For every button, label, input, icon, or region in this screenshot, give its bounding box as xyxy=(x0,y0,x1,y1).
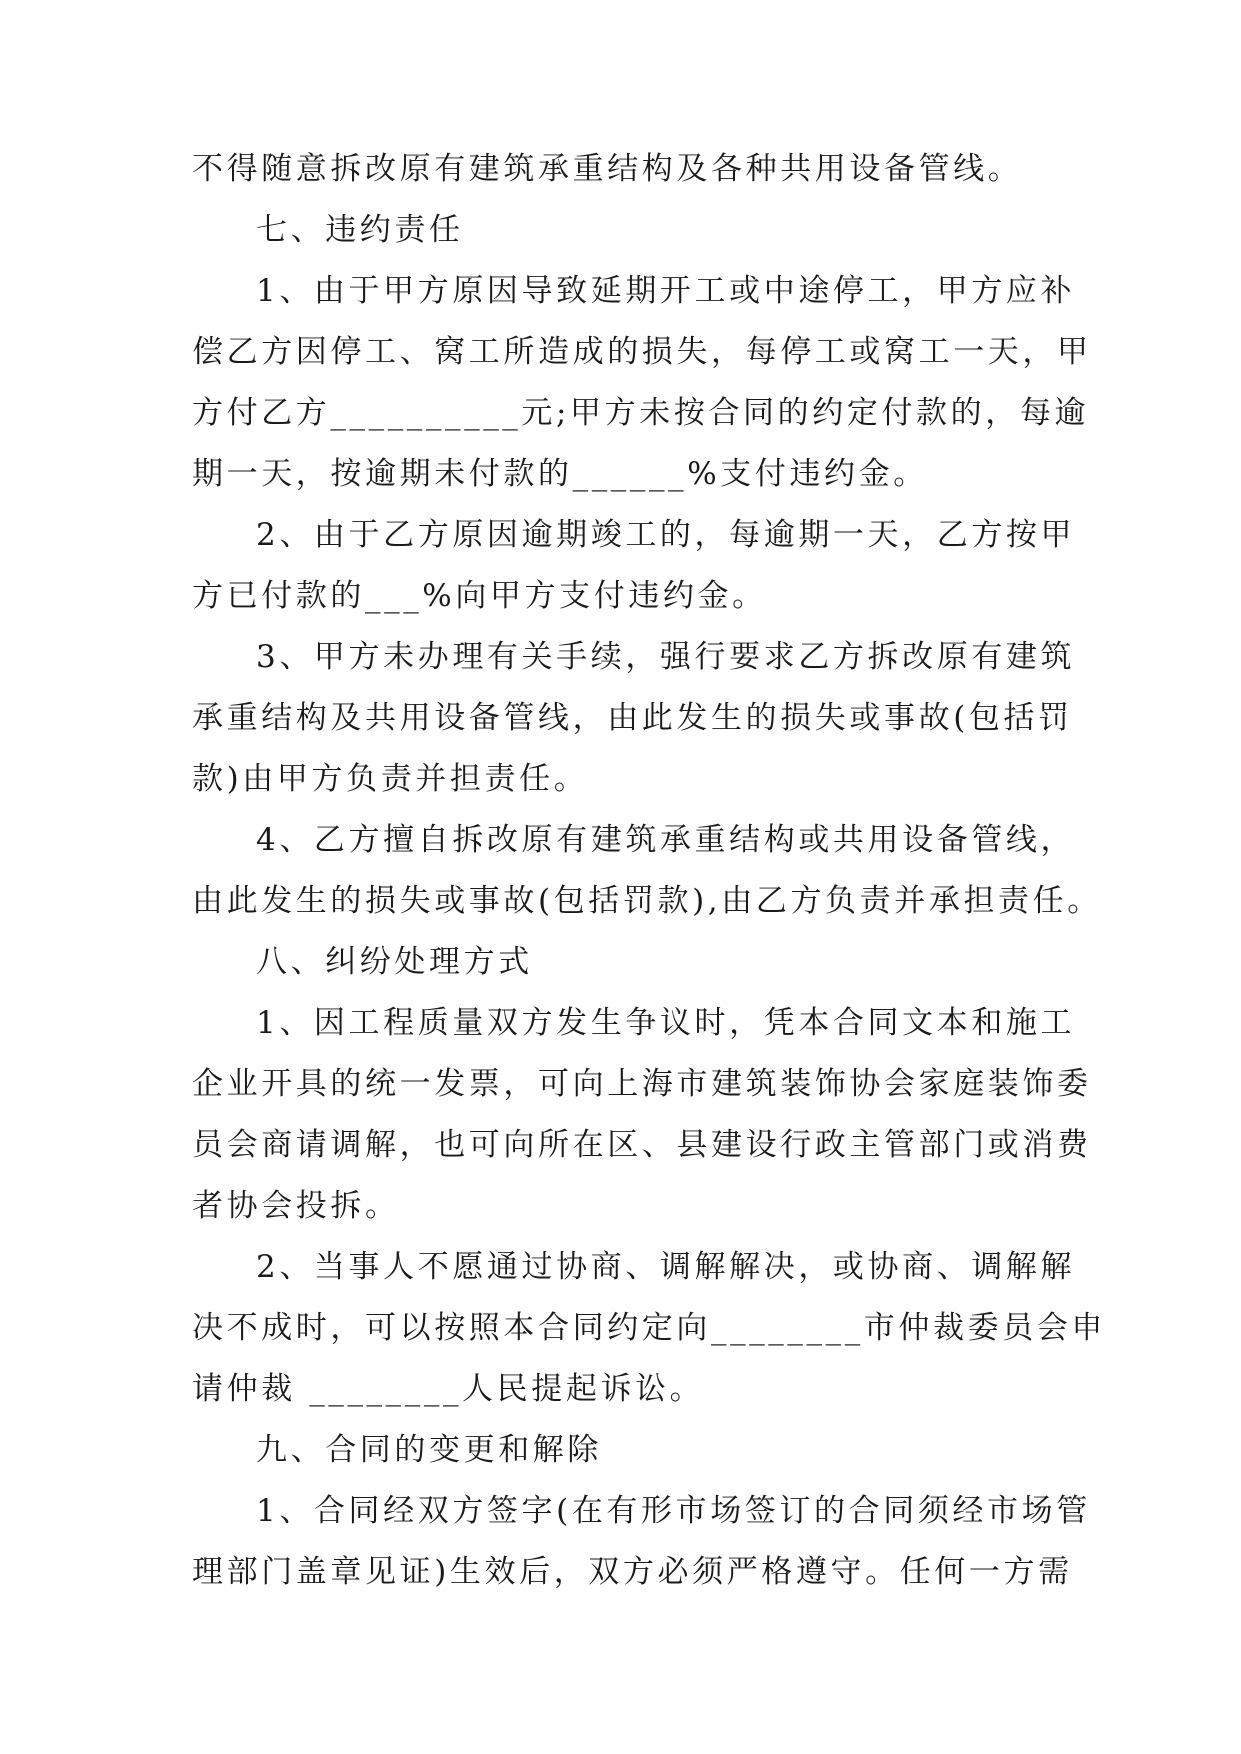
text-line-7: 2、由于乙方原因逾期竣工的，每逾期一天，乙方按甲 xyxy=(256,517,1076,553)
section-heading-7: 七、违约责任 xyxy=(256,212,464,248)
text-line-18: 者协会投拆。 xyxy=(192,1188,400,1224)
text-line-4: 偿乙方因停工、窝工所造成的损失，每停工或窝工一天，甲 xyxy=(192,334,1092,370)
text-line-21: 请仲裁 ________人民提起诉讼。 xyxy=(192,1371,705,1407)
text-line-9: 3、甲方未办理有关手续，强行要求乙方拆改原有建筑 xyxy=(256,639,1076,675)
text-line-23: 1、合同经双方签字(在有形市场签订的合同须经市场管 xyxy=(256,1493,1091,1529)
text-line-13: 由此发生的损失或事故(包括罚款),由乙方负责并承担责任。 xyxy=(192,883,1102,919)
text-line-19: 2、当事人不愿通过协商、调解解决，或协商、调解解 xyxy=(256,1249,1076,1285)
text-line-12: 4、乙方擅自拆改原有建筑承重结构或共用设备管线， xyxy=(256,822,1076,858)
section-heading-9: 九、合同的变更和解除 xyxy=(256,1432,602,1468)
text-line-20: 决不成时，可以按照本合同约定向________市仲裁委员会申 xyxy=(192,1310,1106,1346)
text-line-10: 承重结构及共用设备管线，由此发生的损失或事故(包括罚 xyxy=(192,700,1073,736)
text-line-1: 不得随意拆改原有建筑承重结构及各种共用设备管线。 xyxy=(192,151,1023,187)
text-line-11: 款)由甲方负责并担责任。 xyxy=(192,761,589,797)
text-line-15: 1、因工程质量双方发生争议时，凭本合同文本和施工 xyxy=(256,1005,1076,1041)
text-line-24: 理部门盖章见证)生效后，双方必须严格遵守。任何一方需 xyxy=(192,1554,1073,1590)
text-line-16: 企业开具的统一发票，可向上海市建筑装饰协会家庭装饰委 xyxy=(192,1066,1092,1102)
text-line-5: 方付乙方__________元;甲方未按合同的约定付款的，每逾 xyxy=(192,395,1090,431)
text-line-17: 员会商请调解，也可向所在区、县建设行政主管部门或消费 xyxy=(192,1127,1092,1163)
section-heading-8: 八、纠纷处理方式 xyxy=(256,944,533,980)
text-line-3: 1、由于甲方原因导致延期开工或中途停工，甲方应补 xyxy=(256,273,1076,309)
text-line-8: 方已付款的___%向甲方支付违约金。 xyxy=(192,578,767,614)
text-line-6: 期一天，按逾期未付款的______%支付违约金。 xyxy=(192,456,928,492)
